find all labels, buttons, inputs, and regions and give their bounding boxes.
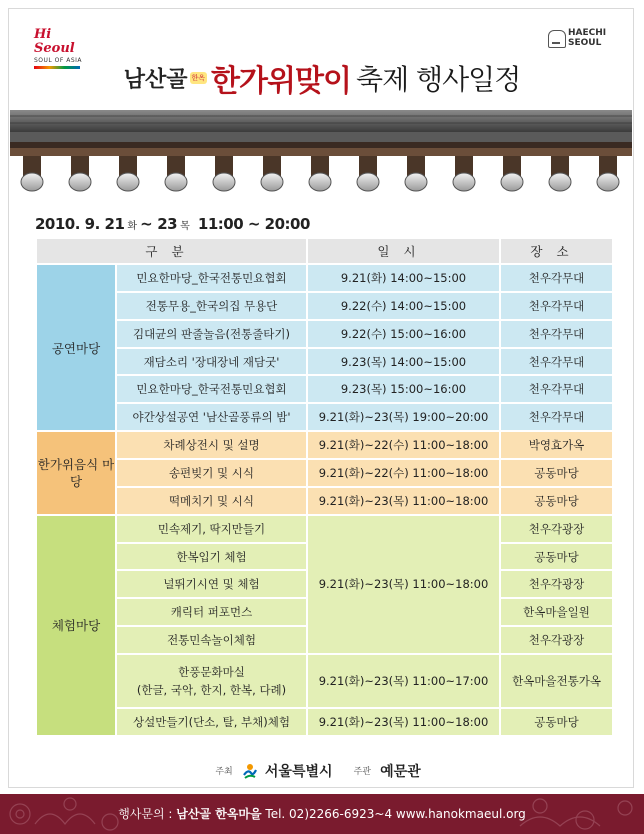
haechi-logo-text — [568, 28, 606, 48]
roof-rafter-end — [501, 173, 523, 191]
program-cell — [116, 654, 307, 708]
date-start: 2010. 9. 21 — [35, 215, 125, 233]
place-cell: 한옥마을일원 — [500, 598, 613, 626]
contact-web[interactable]: www.hanokmaeul.org — [395, 807, 526, 821]
table-row — [36, 320, 613, 348]
place-cell: 한옥마을전통가옥 — [500, 654, 613, 708]
place-cell: 박영효가옥 — [500, 431, 613, 459]
host-label: 주최 — [215, 767, 233, 777]
date-time: 11:00 ~ 20:00 — [197, 215, 310, 233]
time-cell: 9.23(목) 15:00~16:00 — [307, 375, 500, 403]
time-cell: 9.21(화)~23(목) 11:00~18:00 — [307, 487, 500, 515]
table-row — [36, 403, 613, 431]
contact-tel: Tel. 02)2266-6923~4 — [265, 807, 393, 821]
table-row — [36, 459, 613, 487]
time-cell: 9.21(화)~22(수) 11:00~18:00 — [307, 431, 500, 459]
roof-rafter-end — [21, 173, 43, 191]
title-sub: 축제 행사일정 — [356, 63, 521, 96]
hanok-roof-illustration — [10, 110, 632, 194]
time-cell: 9.21(화)~23(목) 11:00~17:00 — [307, 654, 500, 708]
date-end: 23 — [157, 215, 178, 233]
roof-rafter-end — [213, 173, 235, 191]
haechi-logo-line1: HAECHI — [568, 28, 607, 38]
header-time: 일시 — [307, 238, 500, 264]
footer-organizers — [0, 760, 644, 781]
program-line1: 한풍문화마실 — [178, 665, 245, 680]
contact-band — [0, 794, 644, 834]
brand-badge: 한옥 — [191, 74, 206, 82]
poster-title — [0, 56, 644, 100]
category-food: 한가위음식 마당 — [36, 431, 116, 515]
place-cell: 공동마당 — [500, 487, 613, 515]
table-row — [36, 375, 613, 403]
table-row — [36, 487, 613, 515]
date-separator: ~ — [140, 215, 153, 233]
haechi-icon — [548, 30, 566, 48]
roof-rafter-end — [453, 173, 475, 191]
table-row — [36, 515, 613, 543]
table-row — [36, 264, 613, 292]
roof-rafter-end — [549, 173, 571, 191]
program-cell: 민요한마당_한국전통민요협회 — [116, 375, 307, 403]
program-cell: 차례상전시 및 설명 — [116, 431, 307, 459]
table-header-row — [36, 238, 613, 264]
table-row — [36, 654, 613, 708]
roof-rafter-end — [165, 173, 187, 191]
program-cell: 재담소리 '장대장네 재담굿' — [116, 348, 307, 376]
place-cell: 천우각무대 — [500, 292, 613, 320]
event-date — [35, 214, 310, 233]
category-performance: 공연마당 — [36, 264, 116, 431]
time-cell: 9.21(화)~22(수) 11:00~18:00 — [307, 459, 500, 487]
organizer-name: 예문관 — [380, 763, 421, 780]
roof-rafter-end — [309, 173, 331, 191]
place-cell: 천우각무대 — [500, 375, 613, 403]
time-cell: 9.22(수) 15:00~16:00 — [307, 320, 500, 348]
program-cell: 널뛰기시연 및 체험 — [116, 570, 307, 598]
roof-rafter-end — [405, 173, 427, 191]
place-cell: 천우각무대 — [500, 264, 613, 292]
roof-rafter-end — [261, 173, 283, 191]
organizer-label: 주관 — [353, 767, 371, 777]
program-cell: 캐릭터 퍼포먼스 — [116, 598, 307, 626]
category-experience: 체험마당 — [36, 515, 116, 736]
place-cell: 공동마당 — [500, 459, 613, 487]
time-cell: 9.23(목) 14:00~15:00 — [307, 348, 500, 376]
place-cell: 천우각광장 — [500, 570, 613, 598]
place-cell: 천우각광장 — [500, 626, 613, 654]
time-cell: 9.21(화)~23(목) 19:00~20:00 — [307, 403, 500, 431]
table-row — [36, 431, 613, 459]
place-cell: 공동마당 — [500, 543, 613, 571]
roof-rafter-end — [117, 173, 139, 191]
place-cell: 공동마당 — [500, 708, 613, 736]
roof-rafter-end — [69, 173, 91, 191]
place-cell: 천우각광장 — [500, 515, 613, 543]
program-cell: 한복입기 체험 — [116, 543, 307, 571]
program-cell: 송편빚기 및 시식 — [116, 459, 307, 487]
title-main: 한가위맞이 — [211, 64, 351, 99]
table-row — [36, 292, 613, 320]
program-cell: 전통무용_한국의집 무용단 — [116, 292, 307, 320]
roof-rafters — [21, 156, 619, 191]
header-place: 장소 — [500, 238, 613, 264]
time-cell: 9.21(화)~23(목) 11:00~18:00 — [307, 708, 500, 736]
merged-time-cell: 9.21(화)~23(목) 11:00~18:00 — [307, 515, 500, 654]
program-line2: (한글, 국악, 한지, 한복, 다례) — [136, 683, 287, 698]
contact-name: 남산골 한옥마을 — [176, 807, 262, 821]
program-cell: 민요한마당_한국전통민요협회 — [116, 264, 307, 292]
program-cell: 떡메치기 및 시식 — [116, 487, 307, 515]
program-cell: 김대균의 판줄놀음(전통줄타기) — [116, 320, 307, 348]
place-cell: 천우각무대 — [500, 403, 613, 431]
hi-seoul-logo-title: Hi Seoul — [34, 27, 75, 56]
table-row — [36, 708, 613, 736]
header-category: 구분 — [36, 238, 307, 264]
contact-info — [0, 805, 644, 822]
program-cell: 야간상설공연 '남산골풍류의 밤' — [116, 403, 307, 431]
seoul-city-icon — [242, 763, 258, 779]
program-cell: 전통민속놀이체험 — [116, 626, 307, 654]
program-cell: 상설만들기(단소, 탈, 부채)체험 — [116, 708, 307, 736]
date-end-day: 목 — [180, 221, 190, 232]
schedule-table — [35, 237, 614, 737]
program-cell: 민속제기, 딱지만들기 — [116, 515, 307, 543]
time-cell: 9.22(수) 14:00~15:00 — [307, 292, 500, 320]
contact-label: 행사문의 : — [118, 807, 173, 821]
table-row — [36, 348, 613, 376]
host-name: 서울특별시 — [264, 763, 333, 780]
date-start-day: 화 — [127, 221, 138, 232]
roof-rafter-end — [597, 173, 619, 191]
roof-rafter-end — [357, 173, 379, 191]
brand-name: 남산골 — [123, 66, 188, 93]
time-cell: 9.21(화) 14:00~15:00 — [307, 264, 500, 292]
hi-seoul-logo-subtitle: SOUL OF ASIA — [34, 57, 83, 64]
haechi-logo-line2: SEOUL — [568, 38, 602, 48]
place-cell: 천우각무대 — [500, 320, 613, 348]
place-cell: 천우각무대 — [500, 348, 613, 376]
